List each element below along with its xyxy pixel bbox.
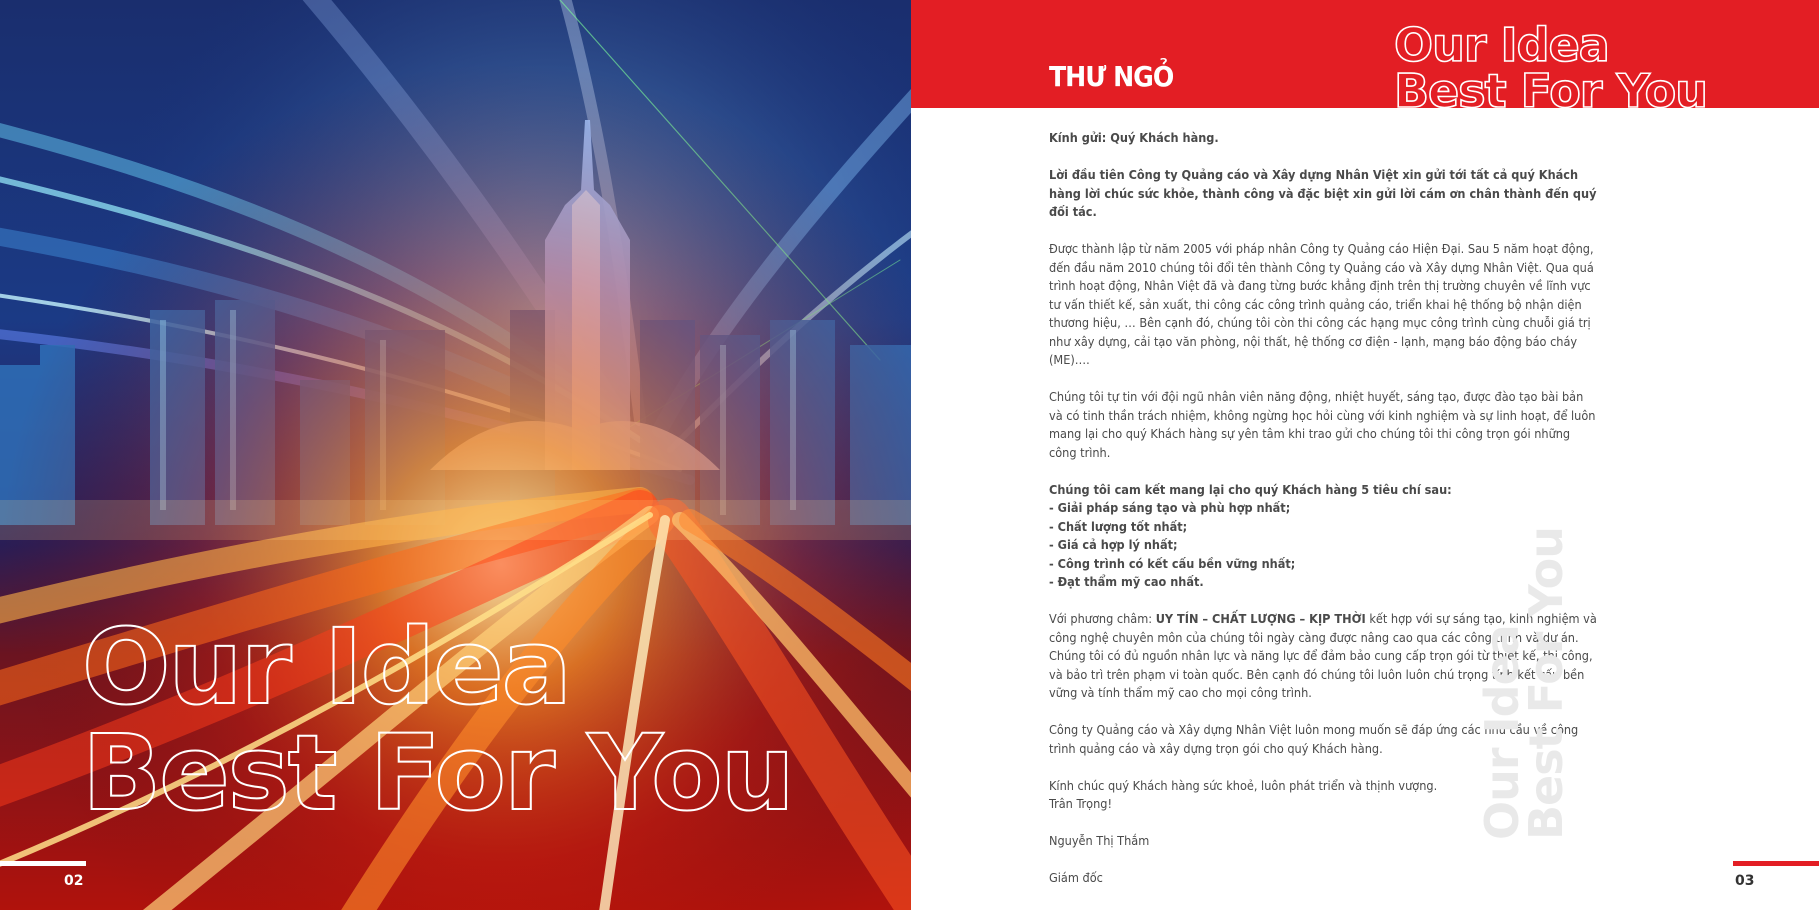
vertical-slogan-line1: Our Idea — [1475, 625, 1529, 840]
signer-title: Giám đốc — [1049, 870, 1103, 885]
list-item: - Giải pháp sáng tạo và phù hợp nhất; — [1049, 500, 1291, 515]
motto-prefix: Với phương châm: — [1049, 611, 1156, 626]
vertical-slogan — [1475, 527, 1580, 840]
header-slogan-line2: Best For You — [1394, 64, 1707, 118]
page-number-bar — [1733, 861, 1819, 866]
letter-intro: Lời đầu tiên Công ty Quảng cáo và Xây dựng Nhân Việt xin gửi tới tất cả quý Khách hàng lời chúc sức khỏe, thành công và đặc biệt xin gửi lời cám ơn chân thành đến quý đối tác. — [1049, 167, 1597, 219]
header-slogan-line1: Our Idea — [1394, 18, 1609, 72]
signer-name: Nguyễn Thị Thắm — [1049, 833, 1150, 848]
motto-rest: kết hợp với sự sáng tạo, kinh nghiệm và công nghệ chuyên môn của chúng tôi ngày càng được nâng cao qua các công trình và dự án. Chúng tôi có đủ nguồn nhân lực và năng lực để đảm bảo cung cấp trọn gói từ thiết kế, thi công, và bảo trì trên phạm vi toàn quốc. Bên cạnh đó chúng tôi luôn luôn chú trọng tính kết cấu bền vững và tính thẩm mỹ cao cho mọi công trình. — [1049, 611, 1597, 700]
cover-title-line1: Our Idea — [82, 606, 570, 728]
list-item: - Đạt thẩm mỹ cao nhất. — [1049, 574, 1204, 589]
letter-wish: Công ty Quảng cáo và Xây dựng Nhân Việt luôn mong muốn sẽ đáp ứng các nhu cầu về công trình quảng cáo và xây dựng trọn gói cho quý Khách hàng. — [1049, 722, 1579, 756]
closing-line2: Trân Trọng! — [1049, 796, 1113, 811]
letter-salutation: Kính gửi: Quý Khách hàng. — [1049, 130, 1219, 145]
page-number-left: 02 — [64, 873, 84, 889]
page-number-bar — [0, 861, 86, 866]
motto: UY TÍN – CHẤT LƯỢNG – KỊP THỜI — [1155, 611, 1366, 626]
list-item: - Chất lượng tốt nhất; — [1049, 518, 1188, 534]
right-page — [911, 0, 1819, 910]
closing-line1: Kính chúc quý Khách hàng sức khoẻ, luôn phát triển và thịnh vượng. — [1049, 777, 1438, 793]
vertical-slogan-line2: Best For You — [1519, 527, 1573, 840]
list-item: - Giá cả hợp lý nhất; — [1049, 537, 1178, 552]
page-number-right: 03 — [1735, 873, 1755, 889]
letter-team: Chúng tôi tự tin với đội ngũ nhân viên năng động, nhiệt huyết, sáng tạo, được đào tạo bài bản và có tinh thần trách nhiệm, không ngừng học hỏi cùng với kinh nghiệm và sự linh hoạt, để luôn mang lại cho quý Khách hàng sự yên tâm khi trao gửi cho chúng tôi thi công trọn gói những công trình. — [1049, 389, 1596, 460]
cover-title-line2: Best For You — [82, 712, 793, 834]
letter-history: Được thành lập từ năm 2005 với pháp nhân Công ty Quảng cáo Hiện Đại. Sau 5 năm hoạt động, đến đầu năm 2010 chúng tôi đổi tên thành Công ty Quảng cáo và Xây dựng Nhân Việt. Qua quá trình hoạt động, Nhân Việt đã và đang từng bước khẳng định trên thị trường chuyên về lĩnh vực tư vấn thiết kế, sản xuất, thi công các công trình quảng cáo, triển khai hệ thống bộ nhận diện thương hiệu, … Bên cạnh đó, chúng tôi còn thi công các hạng mục công trình cùng chuỗi giá trị như xây dựng, cải tạo văn phòng, nội thất, hệ thống cơ điện - lạnh, mạng báo động báo cháy (ME)…. — [1049, 241, 1594, 367]
section-title: THƯ NGỎ — [1049, 60, 1174, 93]
list-item: - Công trình có kết cấu bền vững nhất; — [1049, 555, 1296, 571]
commitment-heading: Chúng tôi cam kết mang lại cho quý Khách hàng 5 tiêu chí sau: — [1049, 481, 1452, 497]
